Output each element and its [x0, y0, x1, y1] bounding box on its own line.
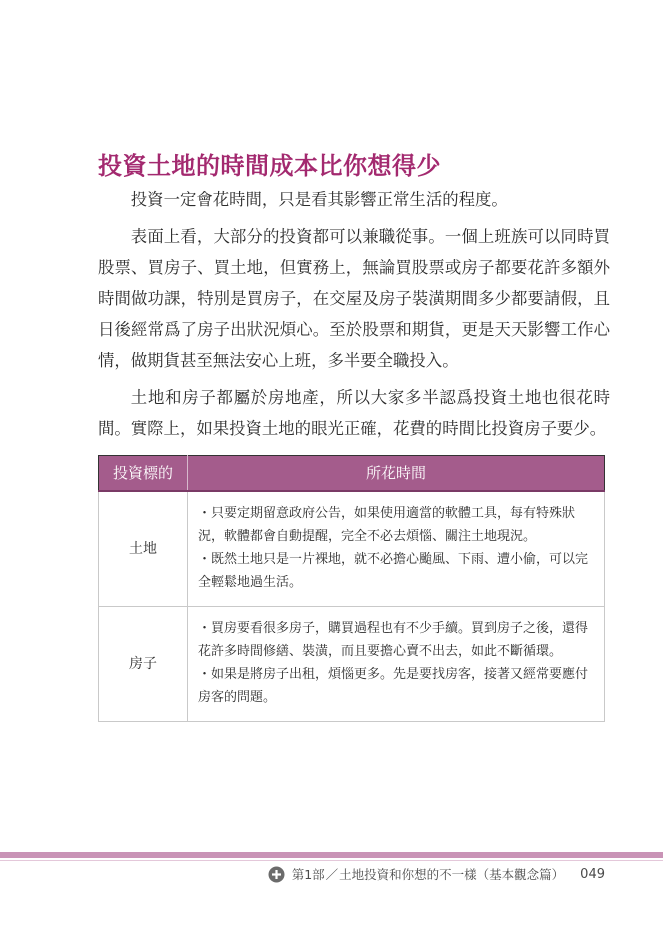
- bullet-point: ・如果是將房子出租，煩惱更多。先是要找房客，接著又經常要應付房客的問題。: [198, 667, 589, 705]
- table-row: [99, 491, 605, 607]
- footer-chapter-title: 土地投資和你想的不一樣（基本觀念篇）: [339, 867, 565, 882]
- footer-separator: ／: [325, 867, 339, 882]
- footer-divider: [0, 860, 663, 861]
- target-cell: 房子: [99, 607, 188, 722]
- bullet-point: ・買房要看很多房子，購買過程也有不少手續。買到房子之後，還得花許多時間修繕、裝潢，而且要擔心賣不出去，如此不斷循環。: [198, 621, 589, 659]
- bullet-point: ・只要定期留意政府公告，如果使用適當的軟體工具，每有特殊狀況，軟體都會自動提醒，完全不必去煩惱、關注土地現況。: [198, 506, 576, 544]
- page-footer: [268, 864, 605, 884]
- paragraph: 表面上看，大部分的投資都可以兼職從事。一個上班族可以同時買股票、買房子、買土地，但實務上，無論買股票或房子都要花許多額外時間做功課，特別是買房子，在交屋及房子裝潢期間多少都要請假，且日後經常爲了房子出狀況煩心。至於股票和期貨，更是天天影響工作心情，做期貨甚至無法安心上班，多半要全職投入。: [98, 227, 610, 370]
- section-heading: 投資土地的時間成本比你想得少: [98, 152, 441, 180]
- investment-time-table: [98, 455, 605, 722]
- header-investment-target: 投資標的: [99, 456, 188, 492]
- time-description-cell: [188, 491, 605, 607]
- bullet-point: ・既然土地只是一片裸地，就不必擔心颱風、下雨、遭小偷，可以完全輕鬆地過生活。: [198, 552, 589, 590]
- table-row: [99, 607, 605, 722]
- footer-part: 第1部: [291, 867, 325, 882]
- paragraph: 土地和房子都屬於房地產，所以大家多半認爲投資土地也很花時間。實際上，如果投資土地的眼光正確，花費的時間比投資房子要少。: [98, 388, 610, 438]
- body-text: [98, 184, 610, 450]
- time-description-cell: [188, 607, 605, 722]
- page-number: 049: [580, 866, 605, 882]
- table-header-row: [99, 456, 605, 492]
- circled-plus-icon: [268, 866, 285, 883]
- footer-band: [0, 852, 663, 858]
- header-time-spent: 所花時間: [188, 456, 605, 492]
- paragraph: 投資一定會花時間，只是看其影響正常生活的程度。: [130, 190, 508, 209]
- target-cell: 土地: [99, 491, 188, 607]
